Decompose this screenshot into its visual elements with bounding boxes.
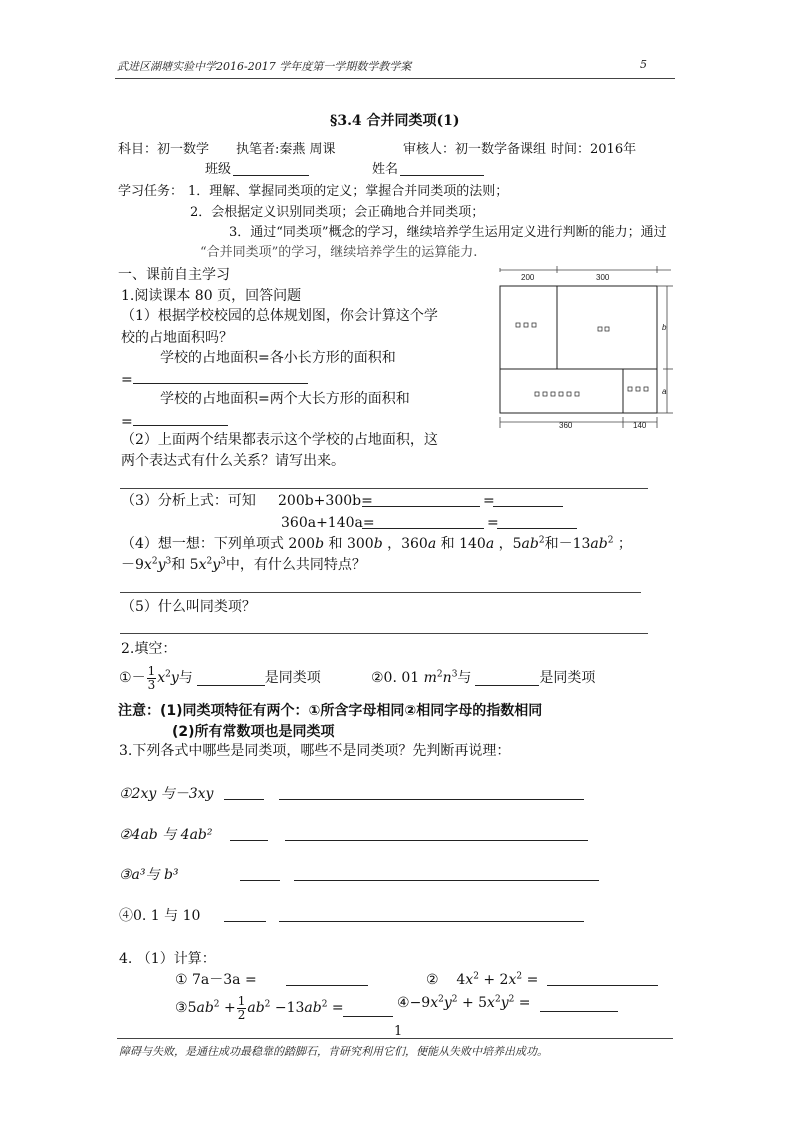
q3-item4-reason[interactable] bbox=[279, 907, 584, 926]
dim-a: a bbox=[662, 387, 667, 396]
q2-item1-blank[interactable] bbox=[197, 671, 265, 686]
header-page-number: 5 bbox=[640, 58, 647, 71]
area-big-eq: = bbox=[121, 411, 228, 431]
section-heading: 一、课前自主学习 bbox=[118, 267, 230, 283]
footer-page-number: 1 bbox=[394, 1024, 403, 1039]
task-3-line1: 3．通过“同类项”概念的学习，继续培养学生运用定义进行判断的能力；通过 bbox=[229, 225, 667, 240]
q1-4-answer-line[interactable] bbox=[120, 592, 641, 593]
q3-item2-reason[interactable] bbox=[285, 826, 588, 845]
q3-item3-reason[interactable] bbox=[294, 866, 599, 885]
dim-360: 360 bbox=[559, 421, 573, 430]
area-big-text: 学校的占地面积=两个大长方形的面积和 bbox=[160, 391, 410, 407]
q3-item1: ①2xy 与－3xy bbox=[119, 786, 214, 802]
area-small-eq: = bbox=[121, 369, 308, 389]
class-field[interactable] bbox=[233, 161, 309, 180]
task-3-line2: “合并同类项”的学习，继续培养学生的运算能力. bbox=[200, 245, 478, 260]
q3-item3-judge[interactable] bbox=[240, 866, 280, 885]
q1-3-blank2b[interactable] bbox=[497, 514, 577, 533]
name-field[interactable] bbox=[400, 161, 484, 180]
meta-subject: 科目：初一数学 bbox=[118, 142, 210, 157]
footer-motto: 障碍与失败，是通往成功最稳靠的踏脚石，肯研究利用它们，便能从失败中培养出成功。 bbox=[119, 1045, 548, 1058]
fraction-one-half: $\frac{1}{2}$ bbox=[237, 993, 246, 1022]
q1-4-line1: （4）想一想：下列单项式 200b 和 300b ，360a 和 140a ，$5ab^2$和$-13ab^2$ ； bbox=[121, 535, 632, 552]
q3-item1-reason[interactable] bbox=[279, 785, 584, 804]
q3-item4: ④0. 1 与 10 bbox=[119, 908, 201, 924]
q1-3-blank1a[interactable] bbox=[362, 492, 480, 511]
q3-item2-judge[interactable] bbox=[230, 826, 268, 845]
page-title: §3.4 合并同类项(1) bbox=[330, 113, 460, 129]
q3-item3: ③a³与 b³ bbox=[119, 867, 179, 883]
header-school: 武进区湖塘实验中学2016-2017 学年度第一学期数学教学案 bbox=[117, 60, 412, 73]
name-label: 姓名 bbox=[372, 162, 399, 177]
school-layout-diagram bbox=[497, 266, 677, 434]
q4-calc3: ③ $5ab^2$ + $\frac{1}{2}$ $ab^2 -13ab^2$ = bbox=[175, 993, 344, 1022]
q1-3-eq2: = bbox=[487, 515, 499, 531]
q1-3-expr2: 360a+140a= bbox=[281, 515, 375, 531]
q1-heading: 1.阅读课本 80 页，回答问题 bbox=[121, 288, 302, 304]
tasks-label: 学习任务： bbox=[118, 184, 184, 199]
q1-1-line2: 校的占地面积吗？ bbox=[121, 330, 233, 346]
q3-item1-judge[interactable] bbox=[224, 785, 264, 804]
q1-3-label: （3）分析上式：可知 bbox=[121, 493, 256, 509]
q1-3-blank1b[interactable] bbox=[493, 492, 563, 511]
q4-calc1-blank[interactable] bbox=[286, 971, 368, 990]
dim-140: 140 bbox=[633, 421, 647, 430]
fraction-one-third: $\frac{1}{3}$ bbox=[147, 663, 156, 692]
q1-4-line2: $-9x^2y^3$和 $5x^2y^3$中，有什么共同特点？ bbox=[121, 556, 366, 573]
meta-reviewer: 审核人：初一数学备课组 bbox=[403, 142, 547, 157]
q4-calc4: $④-9x^2y^2 + 5x^2y^2$ = bbox=[397, 994, 531, 1011]
q4-label: 4. （1）计算： bbox=[119, 951, 216, 967]
dim-b: b bbox=[662, 323, 667, 332]
area-big-blank[interactable] bbox=[133, 411, 228, 426]
dim-200: 200 bbox=[521, 273, 535, 282]
q4-calc4-blank[interactable] bbox=[540, 997, 618, 1016]
header-rule bbox=[115, 78, 675, 79]
q1-3-expr1: 200b+300b= bbox=[278, 493, 373, 509]
q3-item2: ②4ab 与 4ab² bbox=[119, 827, 213, 843]
task-1: 1．理解、掌握同类项的定义；掌握合并同类项的法则； bbox=[188, 184, 509, 199]
meta-author: 执笔者:秦燕 周课 bbox=[236, 142, 336, 157]
class-label: 班级 bbox=[205, 162, 232, 177]
q4-calc1: ① 7a－3a = bbox=[175, 972, 257, 988]
q2-label: 2.填空： bbox=[121, 641, 177, 657]
q2-item2-blank[interactable] bbox=[475, 671, 539, 686]
meta-time: 时间：2016年 bbox=[551, 142, 637, 157]
dim-300: 300 bbox=[596, 273, 610, 282]
note-line2: (2)所有常数项也是同类项 bbox=[172, 724, 335, 740]
q1-2-line1: （2）上面两个结果都表示这个学校的占地面积，这 bbox=[121, 432, 438, 448]
q3-label: 3.下列各式中哪些是同类项，哪些不是同类项？先判断再说理： bbox=[119, 743, 511, 759]
q4-calc2: ② $4x^2 + 2x^2$ = bbox=[426, 971, 539, 988]
q1-3-blank2a[interactable] bbox=[362, 514, 484, 533]
area-small-blank[interactable] bbox=[133, 369, 308, 384]
q4-calc2-blank[interactable] bbox=[547, 971, 658, 990]
q1-1-line1: （1）根据学校校园的总体规划图，你会计算这个学 bbox=[121, 308, 438, 324]
q1-3-eq1: = bbox=[483, 493, 495, 509]
q1-5: （5）什么叫同类项？ bbox=[121, 599, 256, 615]
area-small-text: 学校的占地面积=各小长方形的面积和 bbox=[160, 350, 396, 366]
q2-item1: ① － $\frac{1}{3}$ $x^2y$ 与 是同类项 bbox=[119, 663, 321, 692]
q2-item2: ②0. 01 $m^2n^3$ 与 是同类项 bbox=[371, 669, 596, 686]
footer-rule bbox=[117, 1038, 673, 1039]
q1-2-line2: 两个表达式有什么关系？请写出来。 bbox=[121, 453, 345, 469]
q1-5-answer-line[interactable] bbox=[120, 633, 648, 634]
q4-calc3-blank[interactable] bbox=[343, 1002, 393, 1021]
q3-item4-judge[interactable] bbox=[224, 907, 266, 926]
note-line1: 注意：(1)同类项特征有两个：①所含字母相同②相同字母的指数相同 bbox=[118, 703, 543, 719]
q1-2-answer-line[interactable] bbox=[120, 488, 648, 489]
task-2: 2．会根据定义识别同类项；会正确地合并同类项； bbox=[190, 205, 485, 220]
